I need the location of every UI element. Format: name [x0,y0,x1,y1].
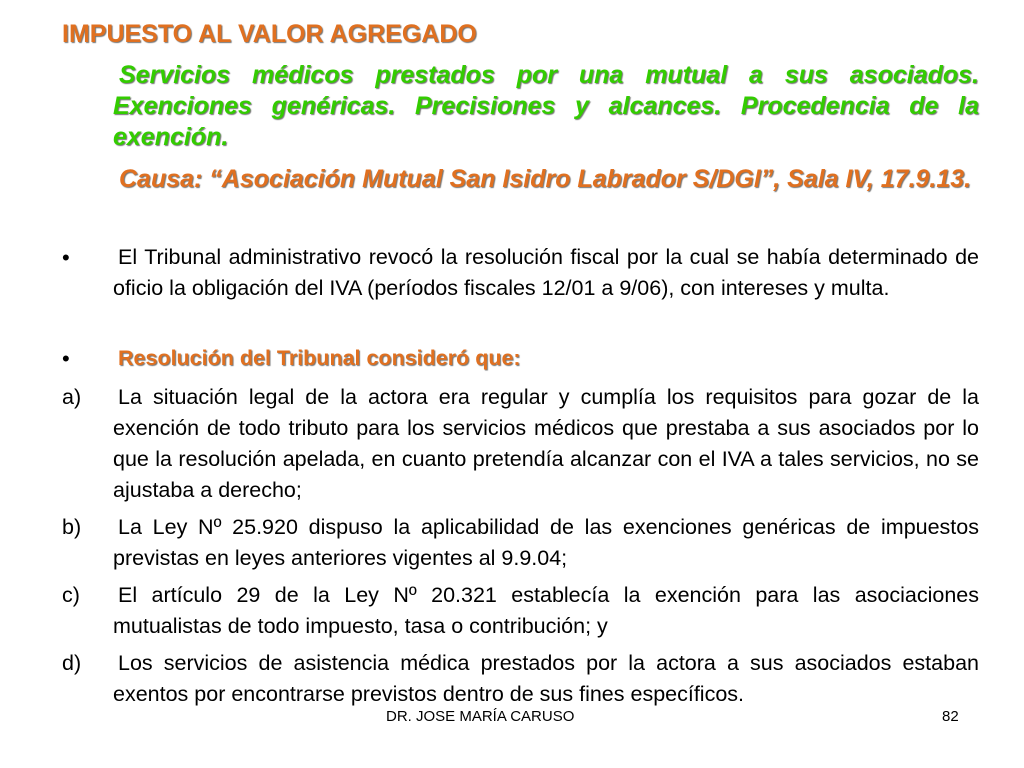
page-number: 82 [942,708,959,725]
list-marker: a) [62,385,82,409]
list-item-text: El artículo 29 de la Ley Nº 20.321 establecía la exención para las asociaciones mutualistas de todo impuesto, tasa o contribución; y [113,583,979,638]
list-item [62,512,979,574]
slide-subtitle: Servicios médicos prestados por una mutual a sus asociados. Exenciones genéricas. Precisiones y alcances. Procedencia de la exención. [113,61,979,151]
bullet-item [62,242,979,304]
list-item [62,648,979,710]
bullet-marker: • [62,346,70,371]
bullet-text: El Tribunal administrativo revocó la resolución fiscal por la cual se había determinado de oficio la obligación del IVA (períodos fiscales 12/01 a 9/06), con intereses y multa. [113,245,979,300]
section-heading: Resolución del Tribunal consideró que: [118,346,521,370]
list-item [62,580,979,642]
list-item [62,382,979,506]
bullet-marker: • [62,245,70,270]
list-marker: b) [62,515,82,539]
case-citation: Causa: “Asociación Mutual San Isidro Labrador S/DGI”, Sala IV, 17.9.13. [119,165,972,193]
list-item-text: La situación legal de la actora era regular y cumplía los requisitos para gozar de la exención de todo tributo para los servicios médicos que prestaba a sus asociados por lo que la resolución apelada, en cuanto pretendía alcanzar con el IVA a tales servicios, no se ajustaba a derecho; [113,385,979,502]
slide-title: IMPUESTO AL VALOR AGREGADO [62,20,477,48]
list-marker: c) [62,583,80,607]
footer-author: DR. JOSE MARÍA CARUSO [386,708,575,725]
list-marker: d) [62,651,82,675]
bullet-item [62,343,979,374]
list-item-text: Los servicios de asistencia médica prestados por la actora a sus asociados estaban exentos por encontrarse previstos dentro de sus fines específicos. [113,651,979,706]
list-item-text: La Ley Nº 25.920 dispuso la aplicabilidad de las exenciones genéricas de impuestos previstas en leyes anteriores vigentes al 9.9.04; [113,515,979,570]
